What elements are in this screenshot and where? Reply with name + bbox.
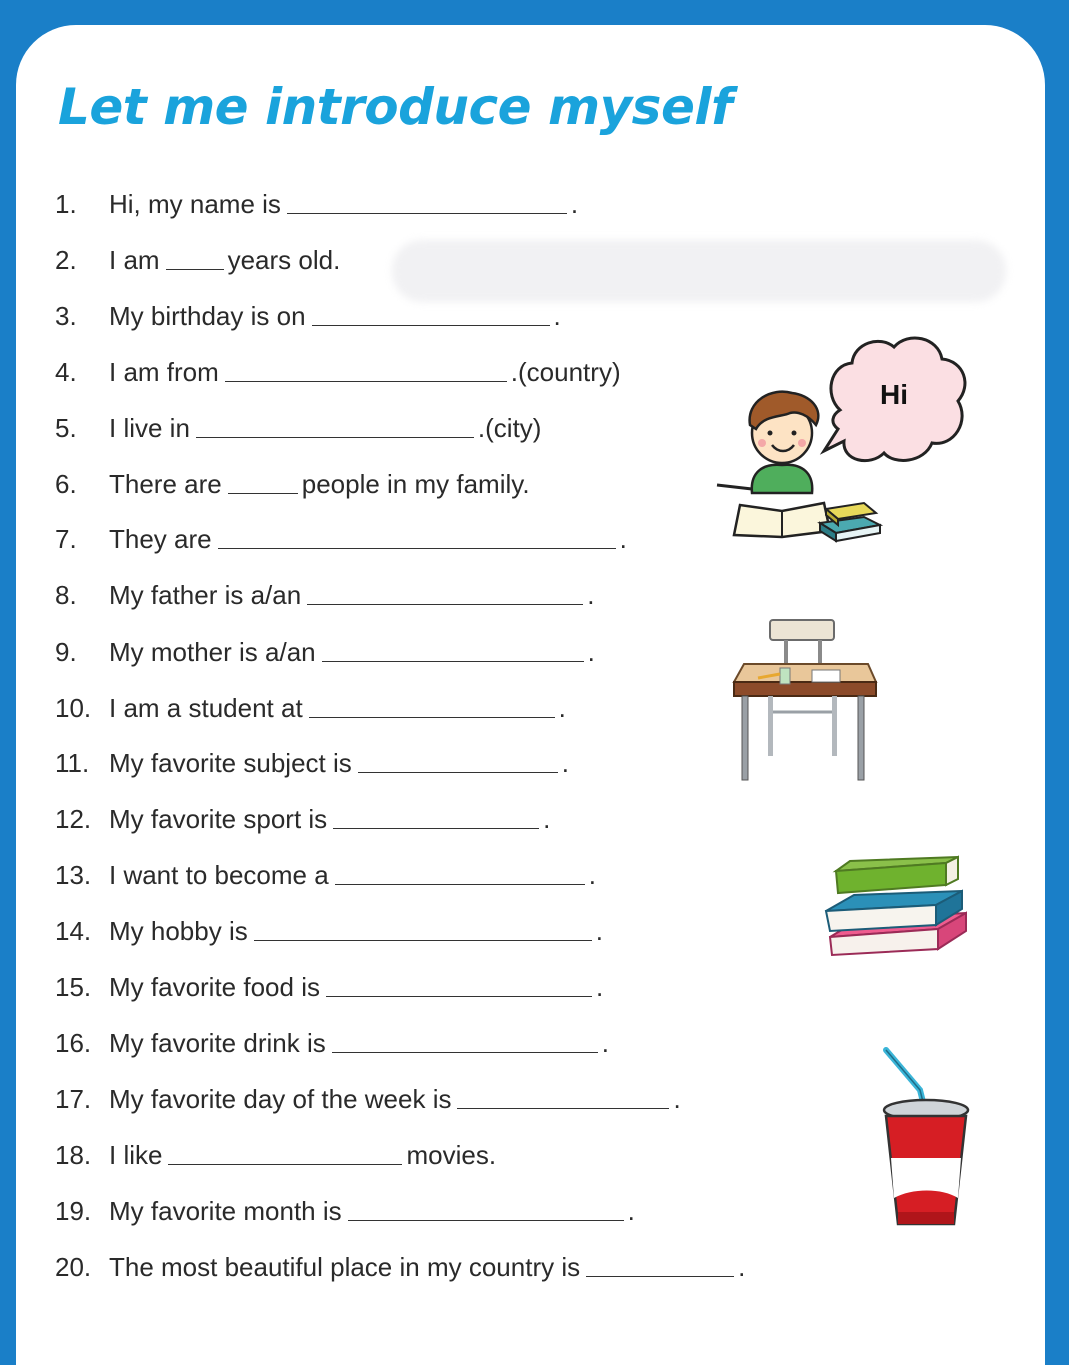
answer-blank[interactable] [254, 939, 592, 941]
item-number: 18. [55, 1140, 92, 1170]
speech-bubble [824, 338, 965, 461]
list-item [55, 1081, 681, 1115]
list-item [55, 1193, 635, 1227]
item-text: My father is a/an [109, 580, 302, 610]
list-item [55, 1137, 496, 1171]
item-text: My favorite day of the week is [109, 1084, 452, 1114]
item-number: 13. [55, 860, 92, 890]
book-stack-small [820, 503, 880, 541]
item-suffix: . [587, 637, 595, 667]
list-item [55, 298, 561, 332]
item-suffix: . [558, 693, 566, 723]
item-text: My mother is a/an [109, 637, 316, 667]
list-item [55, 745, 569, 779]
list-item [55, 354, 621, 388]
item-text: My favorite drink is [109, 1028, 326, 1058]
answer-blank[interactable] [326, 995, 592, 997]
list-item [55, 913, 603, 947]
item-suffix: . [588, 860, 596, 890]
answer-blank[interactable] [335, 883, 585, 885]
item-number: 11. [55, 748, 90, 778]
item-text: I am [109, 245, 160, 275]
item-text: I like [109, 1140, 163, 1170]
answer-blank[interactable] [586, 1275, 734, 1277]
books-stack-illustration [820, 853, 972, 973]
list-item [55, 801, 550, 835]
answer-blank[interactable] [168, 1163, 402, 1165]
answer-blank[interactable] [348, 1219, 624, 1221]
answer-blank[interactable] [287, 212, 567, 214]
item-text: My hobby is [109, 916, 248, 946]
speech-bubble-text: Hi [880, 379, 908, 410]
item-suffix: . [627, 1196, 635, 1226]
answer-blank[interactable] [332, 1051, 598, 1053]
item-number: 4. [55, 357, 77, 387]
list-item [55, 969, 603, 1003]
item-text: The most beautiful place in my country is [109, 1252, 581, 1282]
item-suffix: . [738, 1252, 746, 1282]
list-item [55, 577, 594, 611]
item-suffix: . [570, 189, 579, 219]
list-item [55, 1025, 609, 1059]
answer-blank[interactable] [218, 547, 616, 549]
item-suffix: . [587, 580, 595, 610]
answer-blank[interactable] [322, 660, 584, 662]
item-number: 7. [55, 524, 77, 554]
item-number: 14. [55, 916, 92, 946]
list-item [55, 634, 595, 668]
item-text: My favorite sport is [109, 804, 328, 834]
item-text: I want to become a [109, 860, 329, 890]
list-item [55, 466, 530, 500]
item-suffix: .(country) [510, 357, 621, 387]
smudge-mark [392, 240, 1006, 302]
item-text: They are [109, 524, 212, 554]
answer-blank[interactable] [166, 268, 224, 270]
list-item [55, 1249, 745, 1283]
item-suffix: . [619, 524, 627, 554]
answer-blank[interactable] [228, 492, 298, 494]
list-item [55, 857, 596, 891]
list-item [55, 690, 566, 724]
item-number: 19. [55, 1196, 92, 1226]
item-suffix: . [561, 748, 569, 778]
item-suffix: . [595, 916, 603, 946]
list-item [55, 242, 340, 276]
item-suffix: . [601, 1028, 609, 1058]
item-number: 1. [55, 189, 77, 219]
item-number: 5. [55, 413, 77, 443]
item-text: Hi, my name is [109, 189, 281, 219]
item-number: 8. [55, 580, 77, 610]
item-suffix: movies. [406, 1140, 497, 1170]
item-number: 15. [55, 972, 92, 1002]
boy-figure [750, 392, 819, 493]
item-number: 16. [55, 1028, 92, 1058]
item-suffix: years old. [227, 245, 341, 275]
answer-blank[interactable] [333, 827, 539, 829]
item-text: There are [109, 469, 222, 499]
answer-blank[interactable] [307, 603, 583, 605]
item-suffix: . [553, 301, 561, 331]
answer-blank[interactable] [312, 324, 550, 326]
item-text: My birthday is on [109, 301, 306, 331]
item-number: 3. [55, 301, 77, 331]
item-suffix: people in my family. [301, 469, 530, 499]
item-number: 12. [55, 804, 92, 834]
item-text: I am from [109, 357, 219, 387]
school-desk-illustration [728, 616, 880, 784]
drink-cup-illustration [878, 1040, 974, 1234]
item-suffix: . [543, 804, 551, 834]
item-suffix: . [595, 972, 604, 1002]
list-item [55, 521, 627, 555]
item-number: 10. [55, 693, 92, 723]
item-text: I am a student at [109, 693, 303, 723]
answer-blank[interactable] [457, 1107, 669, 1109]
answer-blank[interactable] [225, 380, 507, 382]
item-text: My favorite month is [109, 1196, 342, 1226]
item-suffix: . [673, 1084, 681, 1114]
answer-blank[interactable] [196, 436, 474, 438]
list-item [55, 410, 541, 444]
boy-reading-illustration [712, 325, 974, 555]
page-title: Let me introduce myself [58, 78, 733, 136]
item-text: My favorite food is [109, 972, 320, 1002]
item-number: 20. [55, 1252, 92, 1282]
item-number: 17. [55, 1084, 92, 1114]
item-number: 2. [55, 245, 77, 275]
item-text: My favorite subject is [109, 748, 352, 778]
item-suffix: .(city) [477, 413, 542, 443]
item-text: I live in [109, 413, 190, 443]
answer-blank[interactable] [358, 771, 558, 773]
item-number: 9. [55, 637, 77, 667]
answer-blank[interactable] [309, 716, 555, 718]
list-item [55, 186, 578, 220]
item-number: 6. [55, 469, 77, 499]
